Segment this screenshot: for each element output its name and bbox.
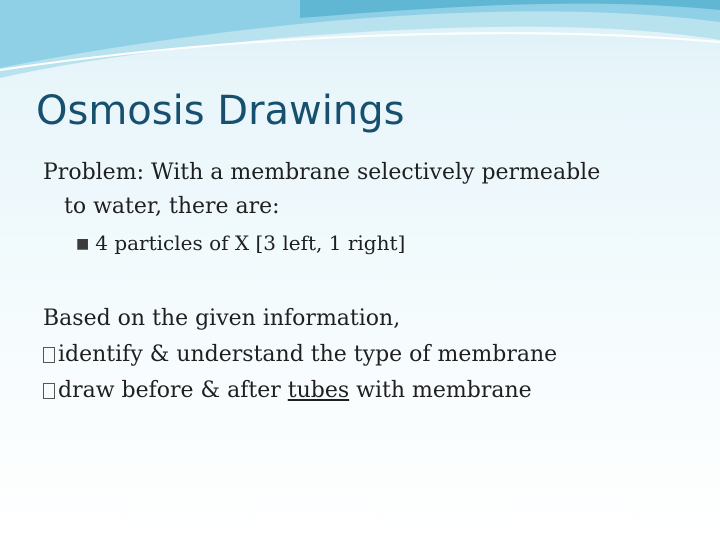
based-on-line: Based on the given information, — [43, 306, 401, 331]
problem-line: Problem: With a membrane selectively permeable — [43, 160, 601, 185]
list-item-text-post: with membrane — [349, 378, 532, 403]
square-bullet-icon: ■ — [76, 236, 90, 252]
list-item-text: identify & understand the type of membrane — [58, 342, 558, 367]
list-item-draw — [43, 378, 532, 404]
list-item-identify — [43, 342, 557, 368]
sub-bullet-item — [76, 230, 405, 257]
box-bullet-icon — [43, 383, 55, 399]
underlined-word-tubes: tubes — [287, 378, 350, 403]
sub-bullet-text: 4 particles of X [3 left, 1 right] — [95, 231, 406, 255]
problem-line-continued: to water, there are: — [64, 194, 280, 219]
list-item-text-pre: draw before & after — [58, 378, 288, 403]
box-bullet-icon — [43, 347, 55, 363]
slide-title: Osmosis Drawings — [36, 88, 405, 134]
